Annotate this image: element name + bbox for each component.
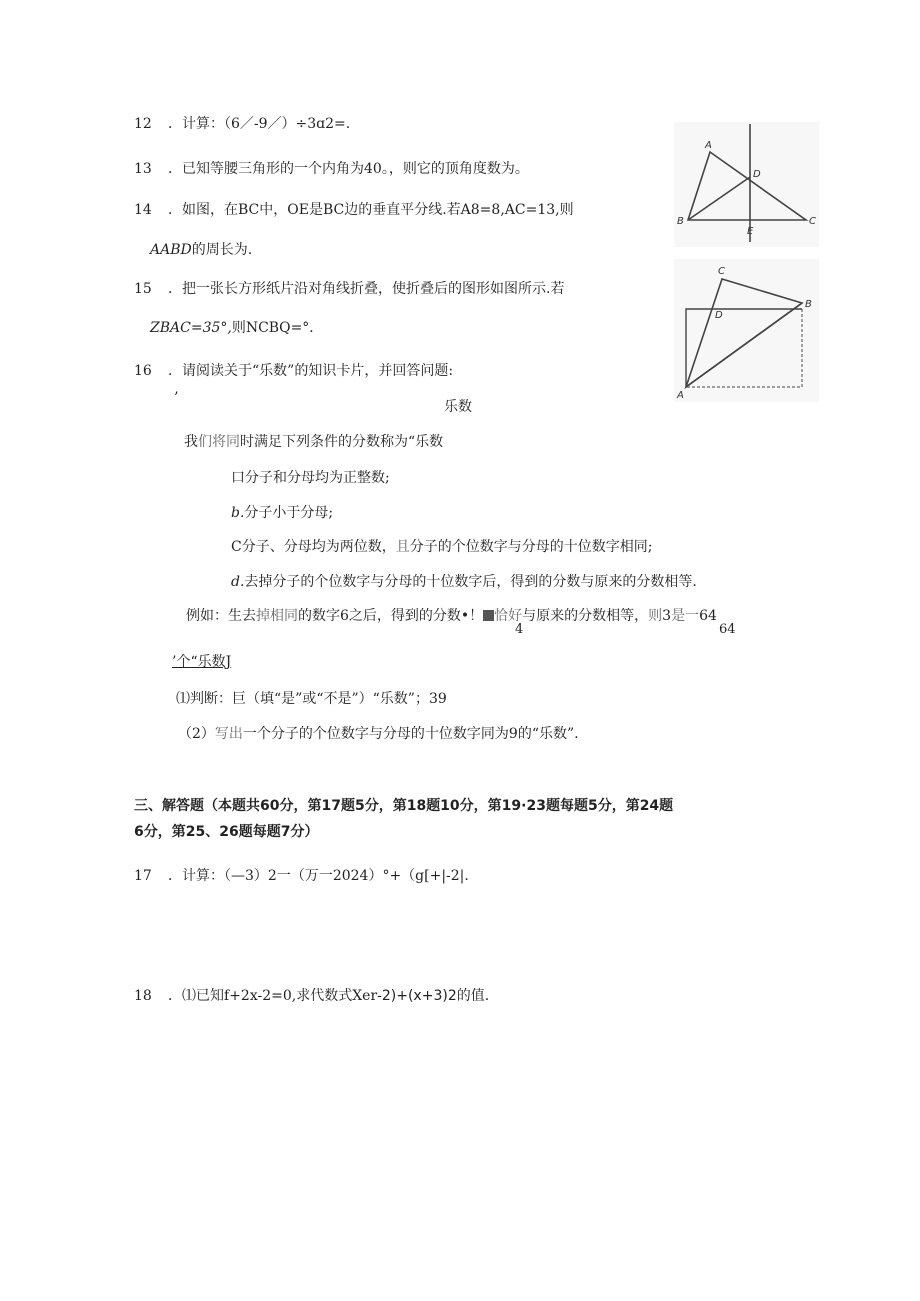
label-d: D bbox=[715, 310, 723, 321]
question-16 bbox=[134, 361, 453, 381]
triangle-figure bbox=[674, 122, 819, 247]
card-example: 例如：生去掉相同的数字6之后，得到的分数•！ 恰好与原来的分数相等，则3是一64 bbox=[186, 608, 717, 624]
fraction-denominator-64: 64 bbox=[719, 622, 736, 637]
question-text: ．把一张长方形纸片沿对角线折叠，使折叠后的图形如图所示.若 bbox=[168, 281, 565, 297]
card-title: 乐数 bbox=[444, 399, 472, 415]
question-text: ．已知等腰三角形的一个内角为40。，则它的顶角度数为。 bbox=[168, 161, 529, 177]
question-number: 12 bbox=[134, 116, 152, 132]
label-a: A bbox=[705, 140, 712, 151]
square-mark bbox=[483, 610, 494, 621]
condition-b: b.分子小于分母; bbox=[231, 505, 334, 521]
question-number: 17 bbox=[134, 868, 152, 884]
question-text: 的周长为. bbox=[191, 242, 253, 258]
question-text: ．⑴已知f+2x-2=0,求代数式Xer- bbox=[168, 988, 382, 1004]
question-number: 16 bbox=[134, 363, 152, 379]
question-16-part1: ⑴判断：巨（填“是”或“不是”）“乐数”；39 bbox=[176, 691, 447, 707]
section-heading: 三、解答题（本题共60分，第17题5分，第18题10分，第19·23题每题5分，第24题 bbox=[134, 798, 674, 814]
question-17 bbox=[134, 866, 469, 886]
question-number: 15 bbox=[134, 281, 152, 297]
question-15 bbox=[134, 279, 564, 299]
question-text: ．请阅读关于“乐数”的知识卡片，并回答问题: bbox=[168, 363, 454, 379]
label-c: C bbox=[809, 216, 816, 227]
condition-c: C分子、分母均为两位数，且分子的个位数字与分母的十位数字相同; bbox=[231, 539, 653, 555]
question-16-part2: （2）写出一个分子的个位数字与分母的十位数字同为9的“乐数”. bbox=[178, 726, 579, 742]
condition-d: d.去掉分子的个位数字与分母的十位数字后，得到的分数与原来的分数相等. bbox=[231, 574, 697, 590]
label-e: E bbox=[747, 226, 754, 237]
stray-mark: ’ bbox=[174, 390, 179, 406]
question-18: 18 ．⑴已知f+2x-2=0,求代数式Xer-2)+(x+3)2的值. bbox=[134, 988, 490, 1004]
question-text: ．如图，在BC中，OE是BC边的垂直平分线.若A8=8,AC=13,则 bbox=[168, 202, 574, 218]
label-a: A bbox=[677, 390, 684, 401]
question-text: 则NCBQ=°． bbox=[231, 320, 324, 336]
question-14-line2 bbox=[150, 240, 252, 260]
section-heading-line2: 6分，第25、26题每题7分） bbox=[134, 824, 319, 840]
card-intro: 我们将同时满足下列条件的分数称为“乐数 bbox=[184, 434, 444, 450]
angle-expression: ZBAC=35°, bbox=[150, 320, 232, 336]
question-number: 18 bbox=[134, 988, 152, 1004]
card-example-tail: ’个“乐数J bbox=[172, 654, 232, 670]
condition-a: 口分子和分母均为正整数; bbox=[231, 470, 390, 486]
question-text: ．计算：（—3）2一（万一2024）°+（g[+|-2|. bbox=[168, 868, 469, 884]
label-c: C bbox=[718, 266, 725, 277]
label-b: B bbox=[805, 299, 812, 310]
question-number: 13 bbox=[134, 161, 152, 177]
fraction-denominator-4: 4 bbox=[515, 622, 524, 637]
question-15-line2 bbox=[150, 318, 323, 338]
label-d: D bbox=[753, 169, 761, 180]
folded-rectangle-figure bbox=[674, 259, 819, 402]
question-14 bbox=[134, 200, 574, 220]
question-13 bbox=[134, 159, 529, 179]
question-text: ．计算：（6／-9／）÷3ɑ2=. bbox=[168, 116, 351, 132]
question-number: 14 bbox=[134, 202, 152, 218]
label-b: B bbox=[677, 216, 684, 227]
triangle-name: AABD bbox=[150, 242, 192, 258]
question-12 bbox=[134, 114, 350, 134]
